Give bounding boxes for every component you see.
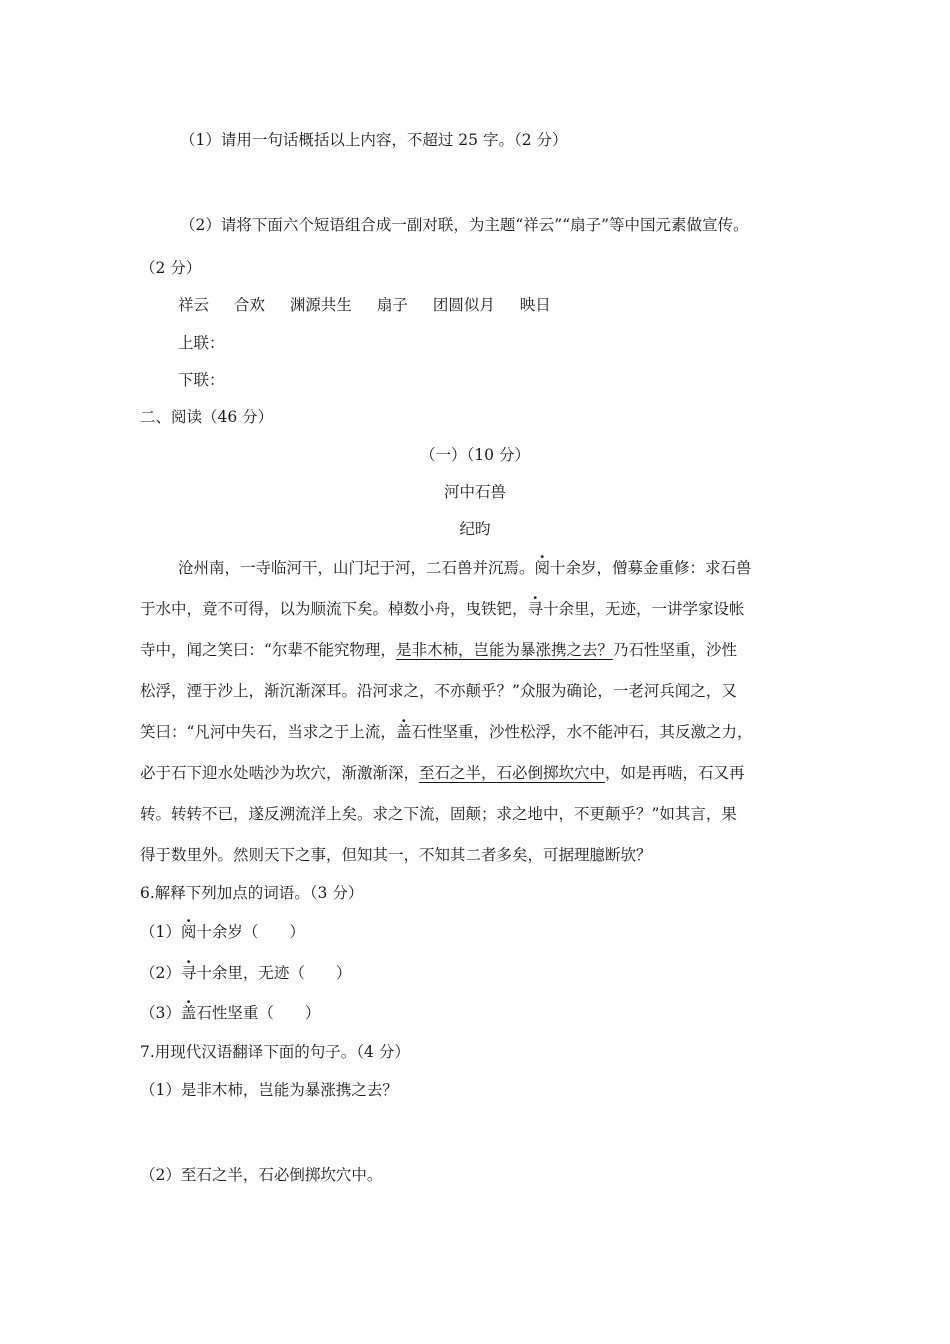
question-6-heading: 6.解释下列加点的词语。（3 分） [140,884,364,902]
emphasis-dot-word: 盖 [395,723,412,741]
emphasis-dot-word: 阅 [534,559,551,577]
passage-line: 转。转转不已，遂反溯流洋上矣。求之下流，固颠；求之地中，不更颠乎？”如其言，果 [140,805,737,823]
phrase-item: 扇子 [376,296,408,314]
question-6-item: （2）寻十余里，无迹（ ） [140,964,352,982]
passage-line: 松浮，湮于沙上，渐沉渐深耳。沿河求之，不亦颠乎？”众服为确论，一老河兵闻之，又 [140,682,737,700]
question-7-item: （2）至石之半，石必倒掷坎穴中。 [140,1166,383,1184]
phrase-item: 合欢 [233,296,265,314]
lower-couplet-label: 下联： [178,371,225,389]
emphasis-dot-word: 盖 [180,1004,197,1022]
phrase-item: 团圆似月 [432,296,495,314]
phrase-item: 渊源共生 [289,296,352,314]
passage-line: 笑曰：“凡河中失石，当求之于上流，盖石性坚重，沙性松浮，水不能冲石，其反激之力， [140,723,753,741]
question-6-item: （1）阅十余岁（ ） [140,923,305,941]
passage-title: 河中石兽 [443,483,506,501]
passage-line: 沧州南，一寺临河干，山门圮于河，二石兽并沉焉。阅十余岁，僧募金重修：求石兽 [178,559,752,577]
passage-author: 纪昀 [459,520,491,538]
question-2-couplet-line1: （2）请将下面六个短语组合成一副对联，为主题“祥云”“扇子”等中国元素做宣传。 [180,216,749,234]
upper-couplet-label: 上联： [178,334,225,352]
phrase-item: 祥云 [178,296,210,314]
emphasis-dot-word: 寻 [527,600,544,618]
section-heading: 二、阅读（46 分） [140,408,274,426]
passage-line: 寺中，闻之笑曰：“尔辈不能究物理，是非木杮，岂能为暴涨携之去？乃石性坚重，沙性 [140,641,737,659]
phrase-options [178,295,571,315]
question-7-item: （1）是非木杮，岂能为暴涨携之去？ [140,1081,398,1099]
underlined-sentence: 至石之半，石必倒掷坎穴中 [419,764,606,782]
passage-line: 得于数里外。然则天下之事，但知其一，不知其二者多矣，可据理臆断欤？ [140,846,652,864]
emphasis-dot-word: 寻 [180,964,197,982]
question-6-item: （3）盖石性坚重（ ） [140,1004,321,1022]
phrase-item: 映日 [519,296,551,314]
question-2-couplet-points: （2 分） [140,259,202,277]
passage-line: 于水中，竟不可得，以为顺流下矣。棹数小舟，曳铁钯，寻十余里，无迹，一讲学家设帐 [140,600,745,618]
question-7-heading: 7.用现代汉语翻译下面的句子。（4 分） [140,1043,410,1061]
question-1-summary: （1）请用一句话概括以上内容，不超过 25 字。（2 分） [180,131,568,149]
passage-line: 必于石下迎水处啮沙为坎穴，渐激渐深，至石之半，石必倒掷坎穴中，如是再啮，石又再 [140,764,745,782]
part-heading: （一）（10 分） [420,446,530,464]
underlined-sentence: 是非木杮，岂能为暴涨携之去？ [395,641,613,659]
emphasis-dot-word: 阅 [180,923,197,941]
